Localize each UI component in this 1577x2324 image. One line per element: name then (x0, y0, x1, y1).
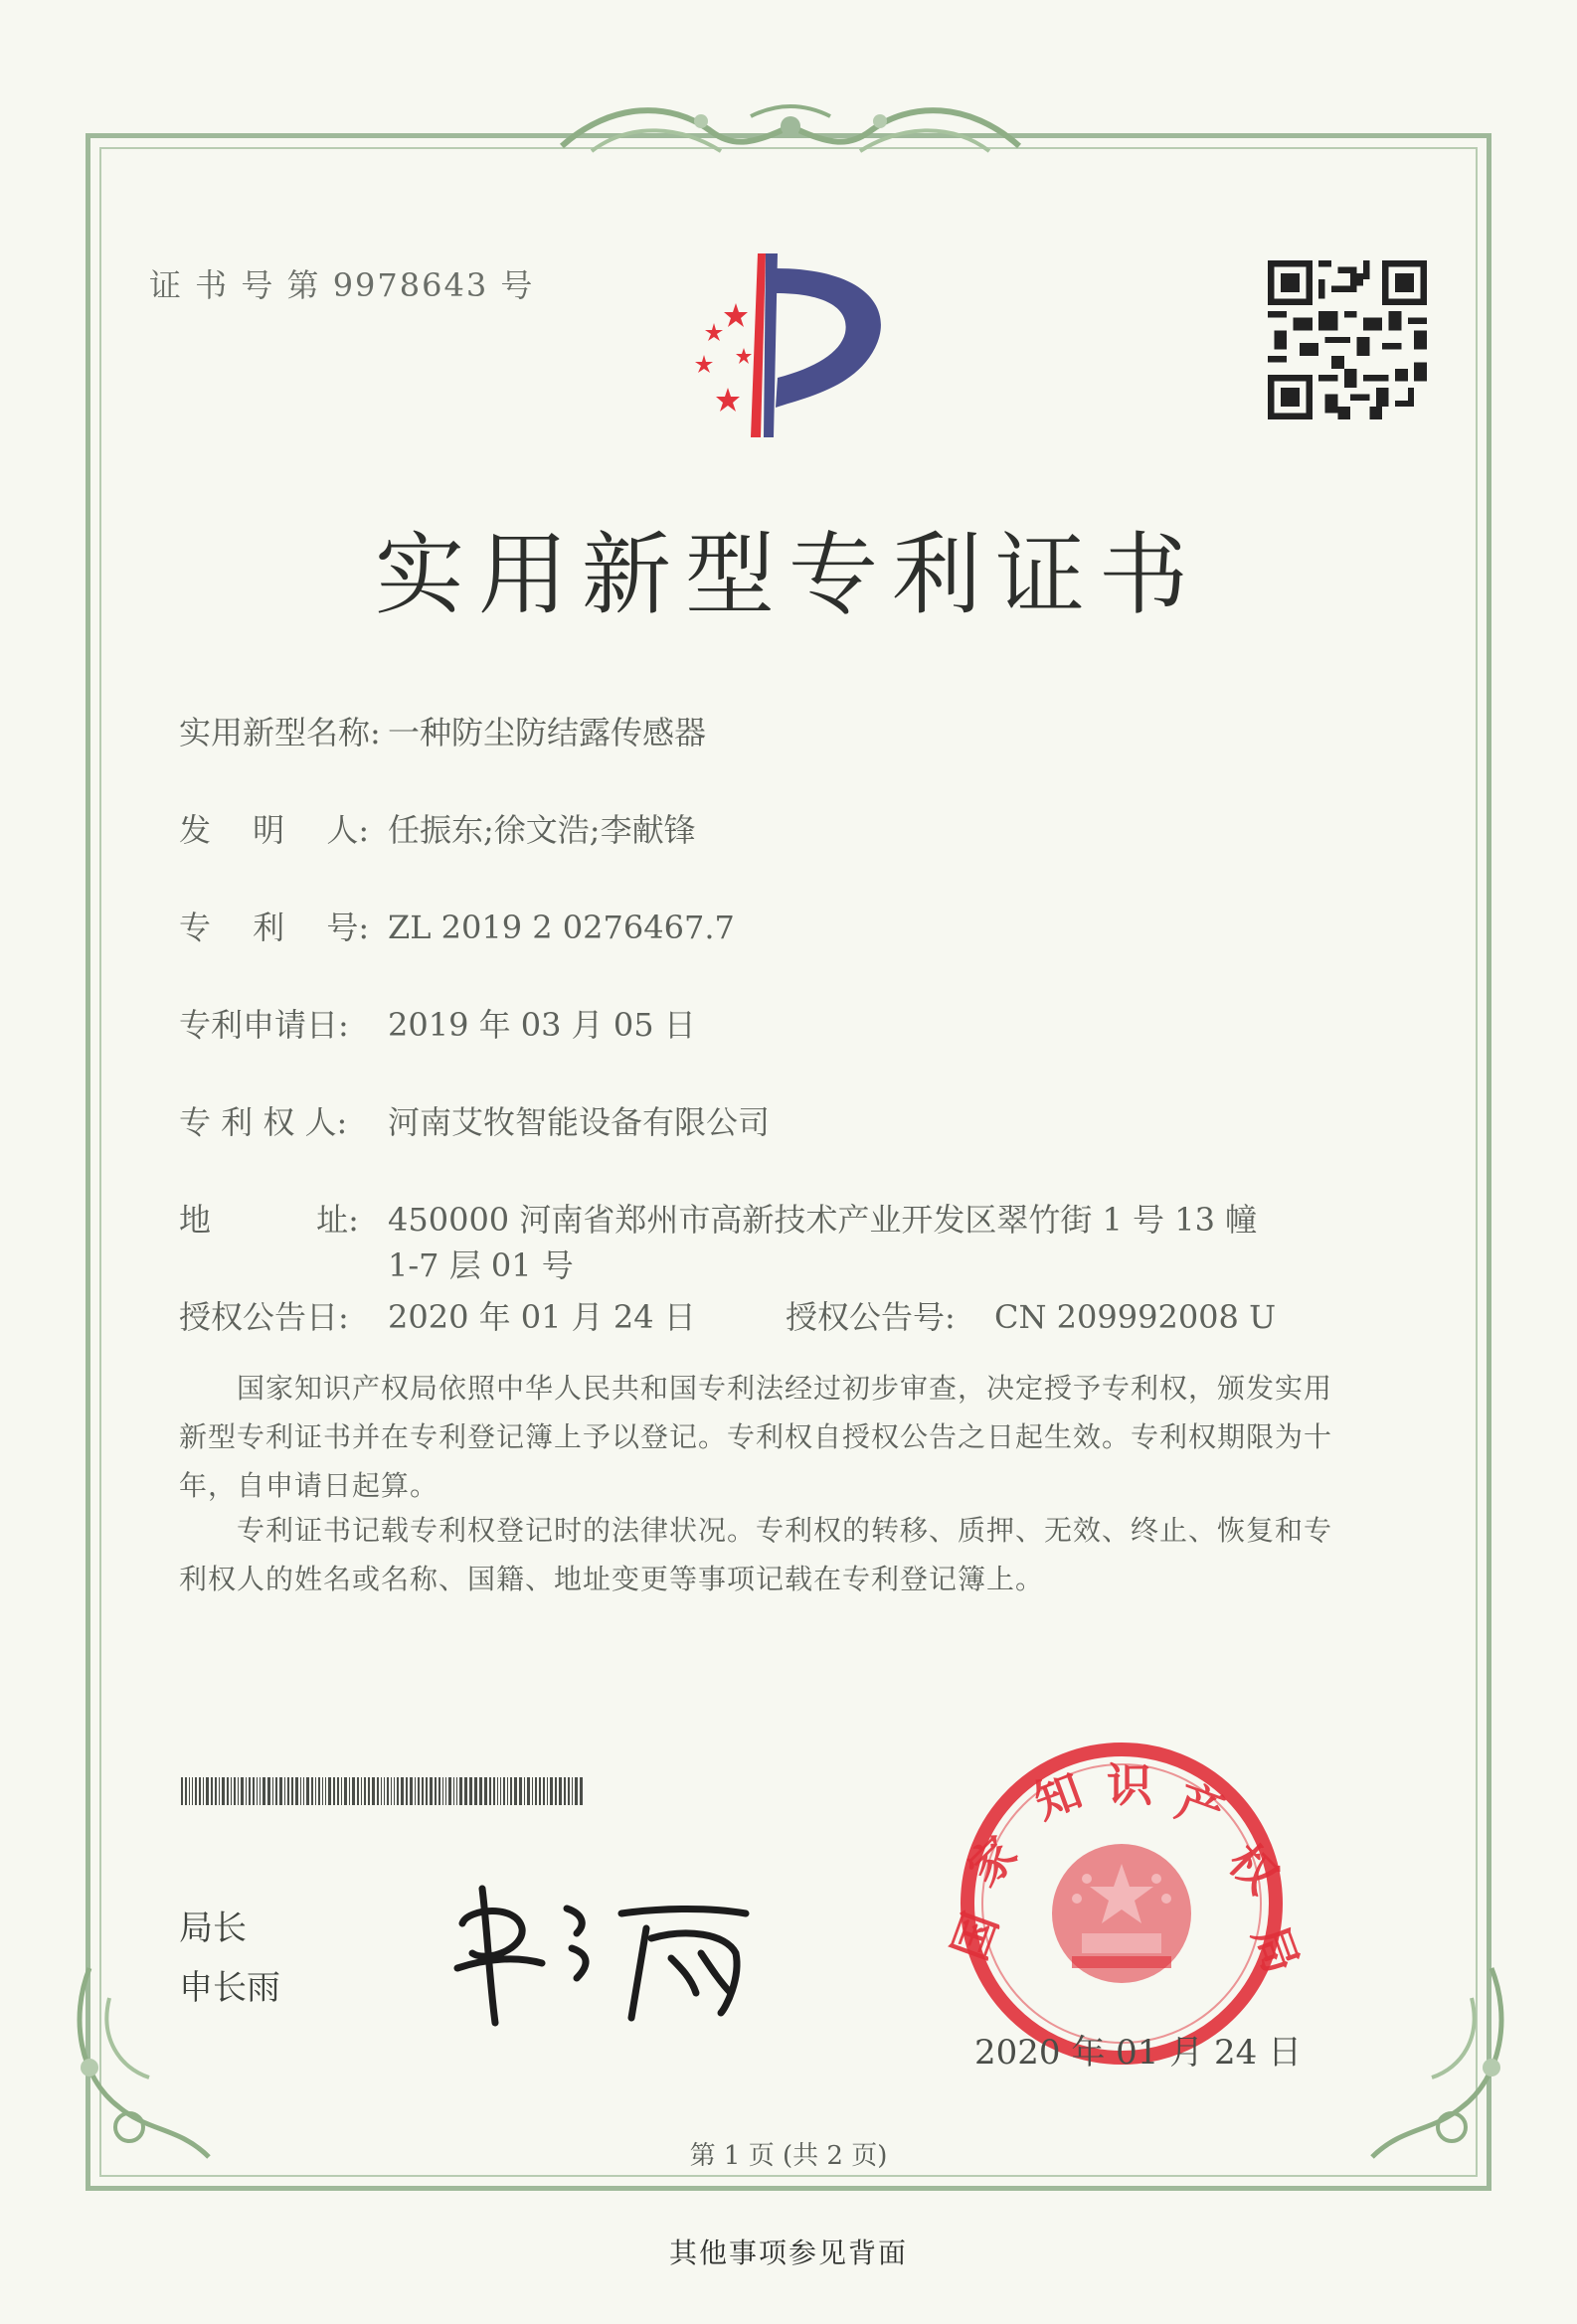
field-label: 实用新型名称: (179, 714, 381, 751)
field-label: 专 利 权 人: (179, 1103, 348, 1141)
field-address-continued: 1-7 层 01 号 (388, 1246, 574, 1284)
field-inventor (179, 805, 696, 851)
paragraph-line: 利权人的姓名或名称、国籍、地址变更等事项记载在专利登记簿上。 (179, 1563, 1045, 1595)
field-patent-number (179, 903, 735, 948)
field-value: 一种防尘防结露传感器 (388, 714, 707, 751)
field-utility-model-name (179, 708, 706, 753)
field-address (179, 1195, 1257, 1241)
seal-date: 2020 年 01 月 24 日 (974, 2033, 1303, 2073)
handwritten-signature (447, 1869, 786, 2038)
field-label: 地 址: (179, 1201, 359, 1239)
field-value: CN 209992008 U (994, 1298, 1277, 1336)
footer-note: 其他事项参见背面 (668, 2237, 908, 2269)
svg-text:局: 局 (1242, 1918, 1310, 1980)
svg-text:国: 国 (942, 1906, 1009, 1967)
field-label: 发 明 人: (179, 811, 370, 849)
field-grant-number (786, 1292, 1276, 1338)
statement-paragraph-2 (179, 1506, 1397, 1603)
paragraph-line: 专利证书记载专利权登记时的法律状况。专利权的转移、质押、无效、终止、恢复和专 (179, 1514, 1333, 1547)
svg-text:产: 产 (1169, 1773, 1231, 1841)
field-patentee (179, 1097, 770, 1143)
field-value: 2019 年 03 月 05 日 (388, 1006, 696, 1044)
svg-text:知: 知 (1027, 1762, 1089, 1830)
svg-text:权: 权 (1218, 1833, 1289, 1905)
cnipa-logo-icon (666, 249, 915, 437)
field-filing-date (179, 1000, 696, 1046)
field-label: 授权公告日: (179, 1298, 349, 1336)
field-label: 专 利 号: (179, 909, 370, 946)
paragraph-line: 国家知识产权局依照中华人民共和国专利法经过初步审查，决定授予专利权，颁发实用 (179, 1372, 1333, 1405)
field-value: 450000 河南省郑州市高新技术产业开发区翠竹街 1 号 13 幢 (388, 1201, 1258, 1239)
page-number: 第 1 页 (共 2 页) (689, 2141, 888, 2171)
field-value: 河南艾牧智能设备有限公司 (388, 1103, 771, 1141)
field-value: 任振东;徐文浩;李献锋 (388, 811, 696, 849)
field-label: 专利申请日: (179, 1006, 349, 1044)
barcode-icon (181, 1777, 589, 1805)
paragraph-line: 新型专利证书并在专利登记簿上予以登记。专利权自授权公告之日起生效。专利权期限为十 (179, 1420, 1333, 1453)
top-ornament-icon (552, 91, 1029, 171)
field-grant-date (179, 1292, 696, 1338)
director-title: 局长 (179, 1909, 247, 1948)
field-value: ZL 2019 2 0276467.7 (388, 909, 735, 946)
svg-text:家: 家 (957, 1826, 1028, 1897)
svg-text:识: 识 (1107, 1758, 1152, 1812)
director-name: 申长雨 (179, 1968, 280, 2008)
qr-code-icon (1268, 260, 1427, 419)
paragraph-line: 年，自申请日起算。 (179, 1469, 439, 1502)
field-value: 2020 年 01 月 24 日 (388, 1298, 696, 1336)
certificate-number: 证 书 号 第 9978643 号 (149, 266, 535, 304)
page-title: 实用新型专利证书 (375, 523, 1202, 627)
statement-paragraph-1 (179, 1364, 1397, 1510)
field-label: 授权公告号: (786, 1298, 956, 1336)
